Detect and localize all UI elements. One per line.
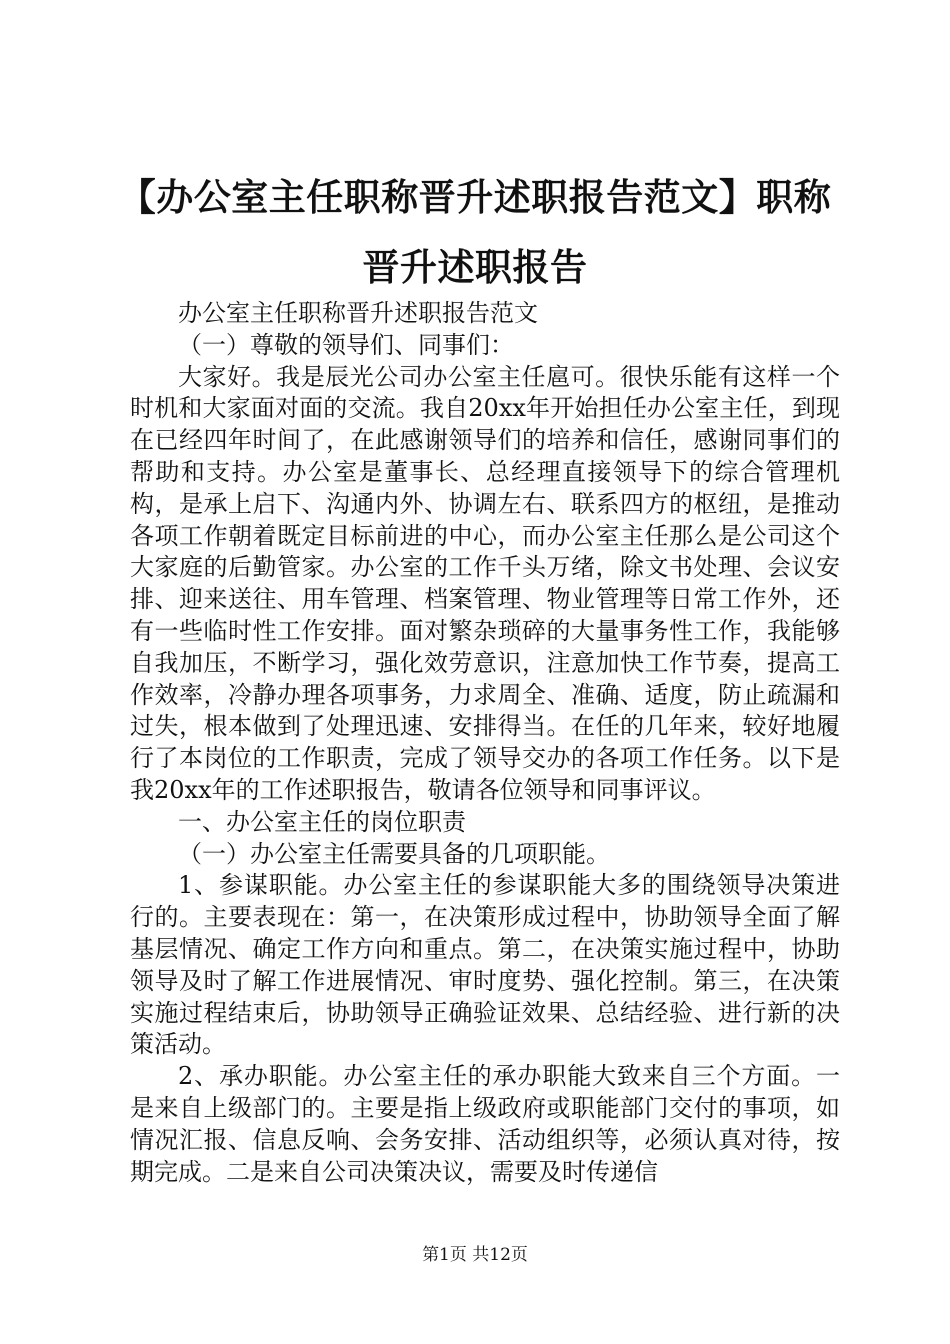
paragraph-introduction: 大家好。我是辰光公司办公室主任扈可。很快乐能有这样一个时机和大家面对面的交流。我自20xx年开始担任办公室主任，到现在已经四年时间了，在此感谢领导们的培养和信任，感谢同事们的帮助和支持。办公室是董事长、总经理直接领导下的综合管理机构，是承上启下、沟通内外、协调左右、联系四方的枢纽，是推动各项工作朝着既定目标前进的中心，而办公室主任那么是公司这个大家庭的后勤管家。办公室的工作千头万绪，除文书处理、会议安排、迎来送往、用车管理、档案管理、物业管理等日常工作外，还有一些临时性工作安排。面对繁杂琐碎的大量事务性工作，我能够自我加压，不断学习，强化效劳意识，注意加快工作节奏，提高工作效率，冷静办理各项事务，力求周全、准确、适度，防止疏漏和过失，根本做到了处理迅速、安排得当。在任的几年来，较好地履行了本岗位的工作职责，完成了领导交办的各项工作任务。以下是我20xx年的工作述职报告，敬请各位领导和同事评议。: [130, 362, 840, 804]
paragraph-undertaking-function: 2、承办职能。办公室主任的承办职能大致来自三个方面。一是来自上级部门的。主要是指上级政府或职能部门交付的事项，如情况汇报、信息反响、会务安排、活动组织等，必须认真对待，按期完成。二是来自公司决策决议，需要及时传递信: [130, 1062, 840, 1186]
page-footer: 第1页 共12页: [422, 1245, 528, 1265]
document-body: [130, 298, 840, 1188]
subsection-heading: （一）办公室主任需要具备的几项职能。: [178, 839, 610, 868]
paragraph-salutation: （一）尊敬的领导们、同事们：: [178, 330, 514, 359]
paragraph-advisory-function: 1、参谋职能。办公室主任的参谋职能大多的围绕领导决策进行的。主要表现在：第一，在决策形成过程中，协助领导全面了解基层情况、确定工作方向和重点。第二，在决策实施过程中，协助领导及时了解工作进展情况、审时度势、强化控制。第三，在决策实施过程结束后，协助领导正确验证效果、总结经验、进行新的决策活动。: [130, 871, 840, 1059]
paragraph-subtitle: 办公室主任职称晋升述职报告范文: [178, 299, 538, 327]
document-title: 【办公室主任职称晋升述职报告范文】职称晋升述职报告: [118, 175, 832, 289]
section-heading: 一、办公室主任的岗位职责: [178, 807, 466, 836]
